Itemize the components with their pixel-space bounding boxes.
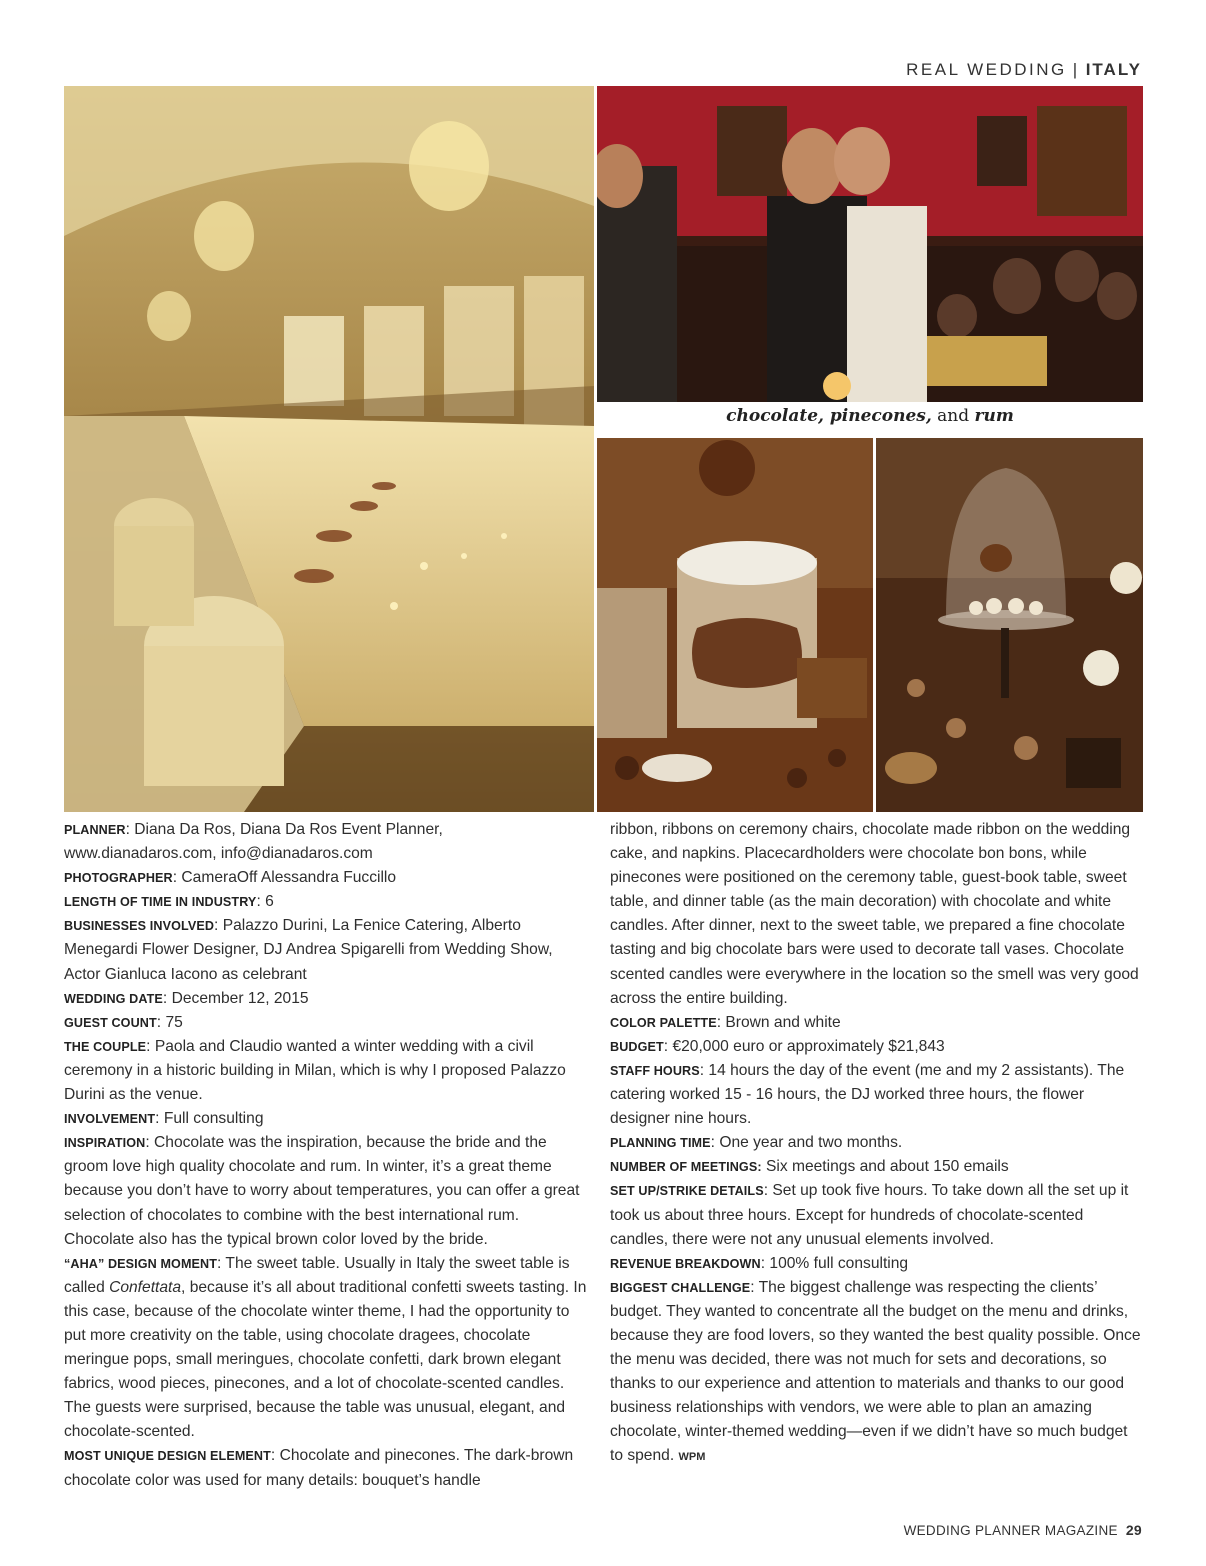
budget-entry: BUDGET: €20,000 euro or approximately $21,843 xyxy=(610,1037,945,1055)
photo-caption xyxy=(597,406,1143,426)
inspiration-entry: INSPIRATION: Chocolate was the inspiration, because the bride and the groom love high quality chocolate and rum. In winter, it’s a great theme because you don’t have to worry about temperatures, you can offer a great selection of chocolates to combine with the best international rum. Chocolate also has the typical brown color loved by the bride. xyxy=(64,1134,580,1248)
entry-label: COLOR PALETTE xyxy=(610,1015,717,1030)
right-text-column xyxy=(610,818,1143,1470)
color-palette-entry: COLOR PALETTE: Brown and white xyxy=(610,1013,841,1031)
planning-time-entry: PLANNING TIME: One year and two months. xyxy=(610,1134,903,1152)
entry-label: REVENUE BREAKDOWN xyxy=(610,1256,761,1271)
photographer-entry: PHOTOGRAPHER: CameraOff Alessandra Fuccillo xyxy=(64,869,397,887)
entry-label: BUDGET xyxy=(610,1039,664,1054)
page-footer xyxy=(904,1522,1142,1538)
biggest-challenge-entry: BIGGEST CHALLENGE: The biggest challenge was respecting the clients’ budget. They wanted to concentrate all the budget on the menu and drinks, because they are food lovers, so they wanted the best quality possible. Once the menu was decided, there was not much for sets and decorations, so thanks to our experience and attention to materials and thanks to our good business relationships with vendors, we were able to plan an amazing chocolate, winter-themed wedding—even if we didn’t have so much budget to spend. WPM xyxy=(610,1278,1141,1465)
entry-text: Diana Da Ros, Diana Da Ros Event Planner, www.dianadaros.com, info@dianadaros.com xyxy=(64,821,443,863)
most-unique-design-element-entry: MOST UNIQUE DESIGN ELEMENT: Chocolate and pinecones. The dark-brown chocolate color was used for many details: bouquet’s handle xyxy=(64,1447,574,1489)
caption-rum: rum xyxy=(974,406,1014,426)
entry-text: Full consulting xyxy=(163,1110,264,1128)
setup-strike-details-entry: SET UP/STRIKE DETAILS: Set up took five hours. To take down all the set up it took us about three hours. Except for hundreds of chocolate-scented candles, there were not any unusual elements involved. xyxy=(610,1182,1129,1248)
entry-text: 75 xyxy=(165,1013,183,1031)
entry-text: CameraOff Alessandra Fuccillo xyxy=(181,869,397,887)
entry-label: LENGTH OF TIME IN INDUSTRY xyxy=(64,895,257,910)
entry-text: Palazzo Durini, La Fenice Catering, Alberto Menegardi Flower Designer, DJ Andrea Spigarelli from Wedding Show, Actor Gianluca Iacono as celebrant xyxy=(64,917,553,983)
length-in-industry-entry: LENGTH OF TIME IN INDUSTRY: 6 xyxy=(64,893,274,911)
entry-text-continued: , because it’s all about traditional confetti sweets tasting. In this case, because of the chocolate winter theme, I had the opportunity to put more creativity on the table, using chocolate dragees, chocolate meringue pops, small meringues, chocolate confetti, dark brown elegant fabrics, wood pieces, pinecones, and a lot of chocolate-scented candles. The guests were surprised, because the table was unusual, elegant, and chocolate-scented. xyxy=(64,1278,587,1441)
entry-text: December 12, 2015 xyxy=(171,989,309,1007)
entry-label: SET UP/STRIKE DETAILS xyxy=(610,1184,764,1199)
entry-text: Set up took five hours. To take down all the set up it took us about three hours. Except for hundreds of chocolate-scented candles, there were not any unusual elements involved. xyxy=(610,1182,1129,1248)
entry-label: MOST UNIQUE DESIGN ELEMENT xyxy=(64,1449,271,1464)
ceremony-kiss-photo xyxy=(597,86,1143,402)
aha-design-moment-entry: “AHA” DESIGN MOMENT: The sweet table. Usually in Italy the sweet table is called Confettata, because it’s all about traditional confetti sweets tasting. In this case, because of the chocolate winter theme, I had the opportunity to put more creativity on the table, using chocolate dragees, chocolate meringue pops, small meringues, chocolate confetti, dark brown elegant fabrics, wood pieces, pinecones, and a lot of chocolate-scented candles. The guests were surprised, because the table was unusual, elegant, and chocolate-scented. xyxy=(64,1254,587,1441)
section-header xyxy=(906,60,1142,80)
entry-label: INSPIRATION xyxy=(64,1136,146,1151)
page-number: 29 xyxy=(1125,1522,1142,1538)
entry-text: 100% full consulting xyxy=(769,1254,909,1272)
entry-italic-term: Confettata xyxy=(109,1278,182,1296)
entry-label: INVOLVEMENT xyxy=(64,1112,156,1127)
entry-label: NUMBER OF MEETINGS: xyxy=(610,1160,762,1175)
entry-label: PLANNER xyxy=(64,823,126,837)
header-separator: | xyxy=(1072,60,1080,79)
entry-label: BUSINESSES INVOLVED xyxy=(64,919,215,934)
entry-text: ribbon, ribbons on ceremony chairs, chocolate made ribbon on the wedding cake, and napkins. Placecardholders were chocolate bon bons, while pinecones were positioned on the ceremony table, guest-book table, sweet table, and dinner table (as the main decoration) with chocolate and white candles. After dinner, next to the sweet table, we prepared a fine chocolate tasting and big chocolate bars were used to decorate tall vases. Chocolate scented candles were everywhere in the location so the smell was very good across the entire building. xyxy=(610,821,1139,1007)
wpm-signoff: WPM xyxy=(678,1451,706,1464)
entry-text: The sweet table. Usually in Italy the sweet table is called xyxy=(64,1254,570,1296)
number-of-meetings-entry xyxy=(610,1155,1143,1179)
caption-and: and xyxy=(931,406,975,426)
dessert-dome-photo xyxy=(876,438,1143,812)
entry-label: “AHA” DESIGN MOMENT xyxy=(64,1256,218,1271)
reception-hall-photo xyxy=(64,86,594,812)
entry-text: 14 hours the day of the event (me and my 2 assistants). The catering worked 15 - 16 hours, the DJ worked three hours, the flower designer nine hours. xyxy=(610,1061,1125,1128)
entry-label: THE COUPLE xyxy=(64,1039,147,1054)
entry-label: STAFF HOURS xyxy=(610,1063,700,1078)
entry-text: One year and two months. xyxy=(719,1134,903,1152)
section-label: REAL WEDDING xyxy=(906,60,1067,79)
entry-label: GUEST COUNT xyxy=(64,1015,157,1030)
entry-text: Chocolate and pinecones. The dark-brown chocolate color was used for many details: bouquet’s handle xyxy=(64,1447,574,1489)
entry-text: Chocolate was the inspiration, because the bride and the groom love high quality chocolate and rum. In winter, it’s a great theme because you don’t have to worry about temperatures, you can offer a great selection of chocolates to combine with the best international rum. Chocolate also has the typical brown color loved by the bride. xyxy=(64,1134,580,1248)
involvement-entry: INVOLVEMENT: Full consulting xyxy=(64,1110,264,1128)
entry-text: €20,000 euro or approximately $21,843 xyxy=(672,1037,945,1055)
entry-label: BIGGEST CHALLENGE xyxy=(610,1280,751,1295)
chocolate-log-holder-photo xyxy=(597,438,873,812)
magazine-name: WEDDING PLANNER MAGAZINE xyxy=(903,1523,1118,1538)
entry-label: WEDDING DATE xyxy=(64,991,163,1006)
entry-text: 6 xyxy=(265,893,274,911)
staff-hours-entry: STAFF HOURS: 14 hours the day of the event (me and my 2 assistants). The catering worked 15 - 16 hours, the DJ worked three hours, the flower designer nine hours. xyxy=(610,1061,1125,1128)
the-couple-entry: THE COUPLE: Paola and Claudio wanted a winter wedding with a civil ceremony in a historic building in Milan, which is why I proposed Palazzo Durini as the venue. xyxy=(64,1037,566,1104)
guest-count-entry: GUEST COUNT: 75 xyxy=(64,1013,183,1031)
left-text-column xyxy=(64,818,588,1493)
businesses-involved-entry: BUSINESSES INVOLVED: Palazzo Durini, La Fenice Catering, Alberto Menegardi Flower Designer, DJ Andrea Spigarelli from Wedding Show, Actor Gianluca Iacono as celebrant xyxy=(64,917,553,983)
caption-chocolate-pinecones: chocolate, pinecones, xyxy=(726,406,932,426)
entry-label: PHOTOGRAPHER xyxy=(64,871,173,886)
revenue-breakdown-entry: REVENUE BREAKDOWN: 100% full consulting xyxy=(610,1254,909,1272)
most-unique-design-element-continued xyxy=(610,818,1143,1011)
planner-entry: PLANNER: Diana Da Ros, Diana Da Ros Event Planner, www.dianadaros.com, info@dianadaros.com xyxy=(64,821,443,863)
entry-text: The biggest challenge was respecting the clients’ budget. They wanted to concentrate all the budget on the menu and drinks, because they are food lovers, so they wanted the best quality possible. Once the menu was decided, there was not much for sets and decorations, so thanks to our experience and attention to materials and thanks to our good business relationships with vendors, we were able to plan an amazing chocolate, winter-themed wedding—even if we didn’t have so much budget to spend. xyxy=(610,1278,1141,1465)
wedding-date-entry: WEDDING DATE: December 12, 2015 xyxy=(64,989,309,1007)
entry-text: Paola and Claudio wanted a winter wedding with a civil ceremony in a historic building in Milan, which is why I proposed Palazzo Durini as the venue. xyxy=(64,1037,566,1104)
location-label: ITALY xyxy=(1085,60,1142,79)
entry-text: Brown and white xyxy=(725,1013,841,1031)
entry-text: Six meetings and about 150 emails xyxy=(765,1158,1009,1176)
entry-label: PLANNING TIME xyxy=(610,1136,711,1151)
